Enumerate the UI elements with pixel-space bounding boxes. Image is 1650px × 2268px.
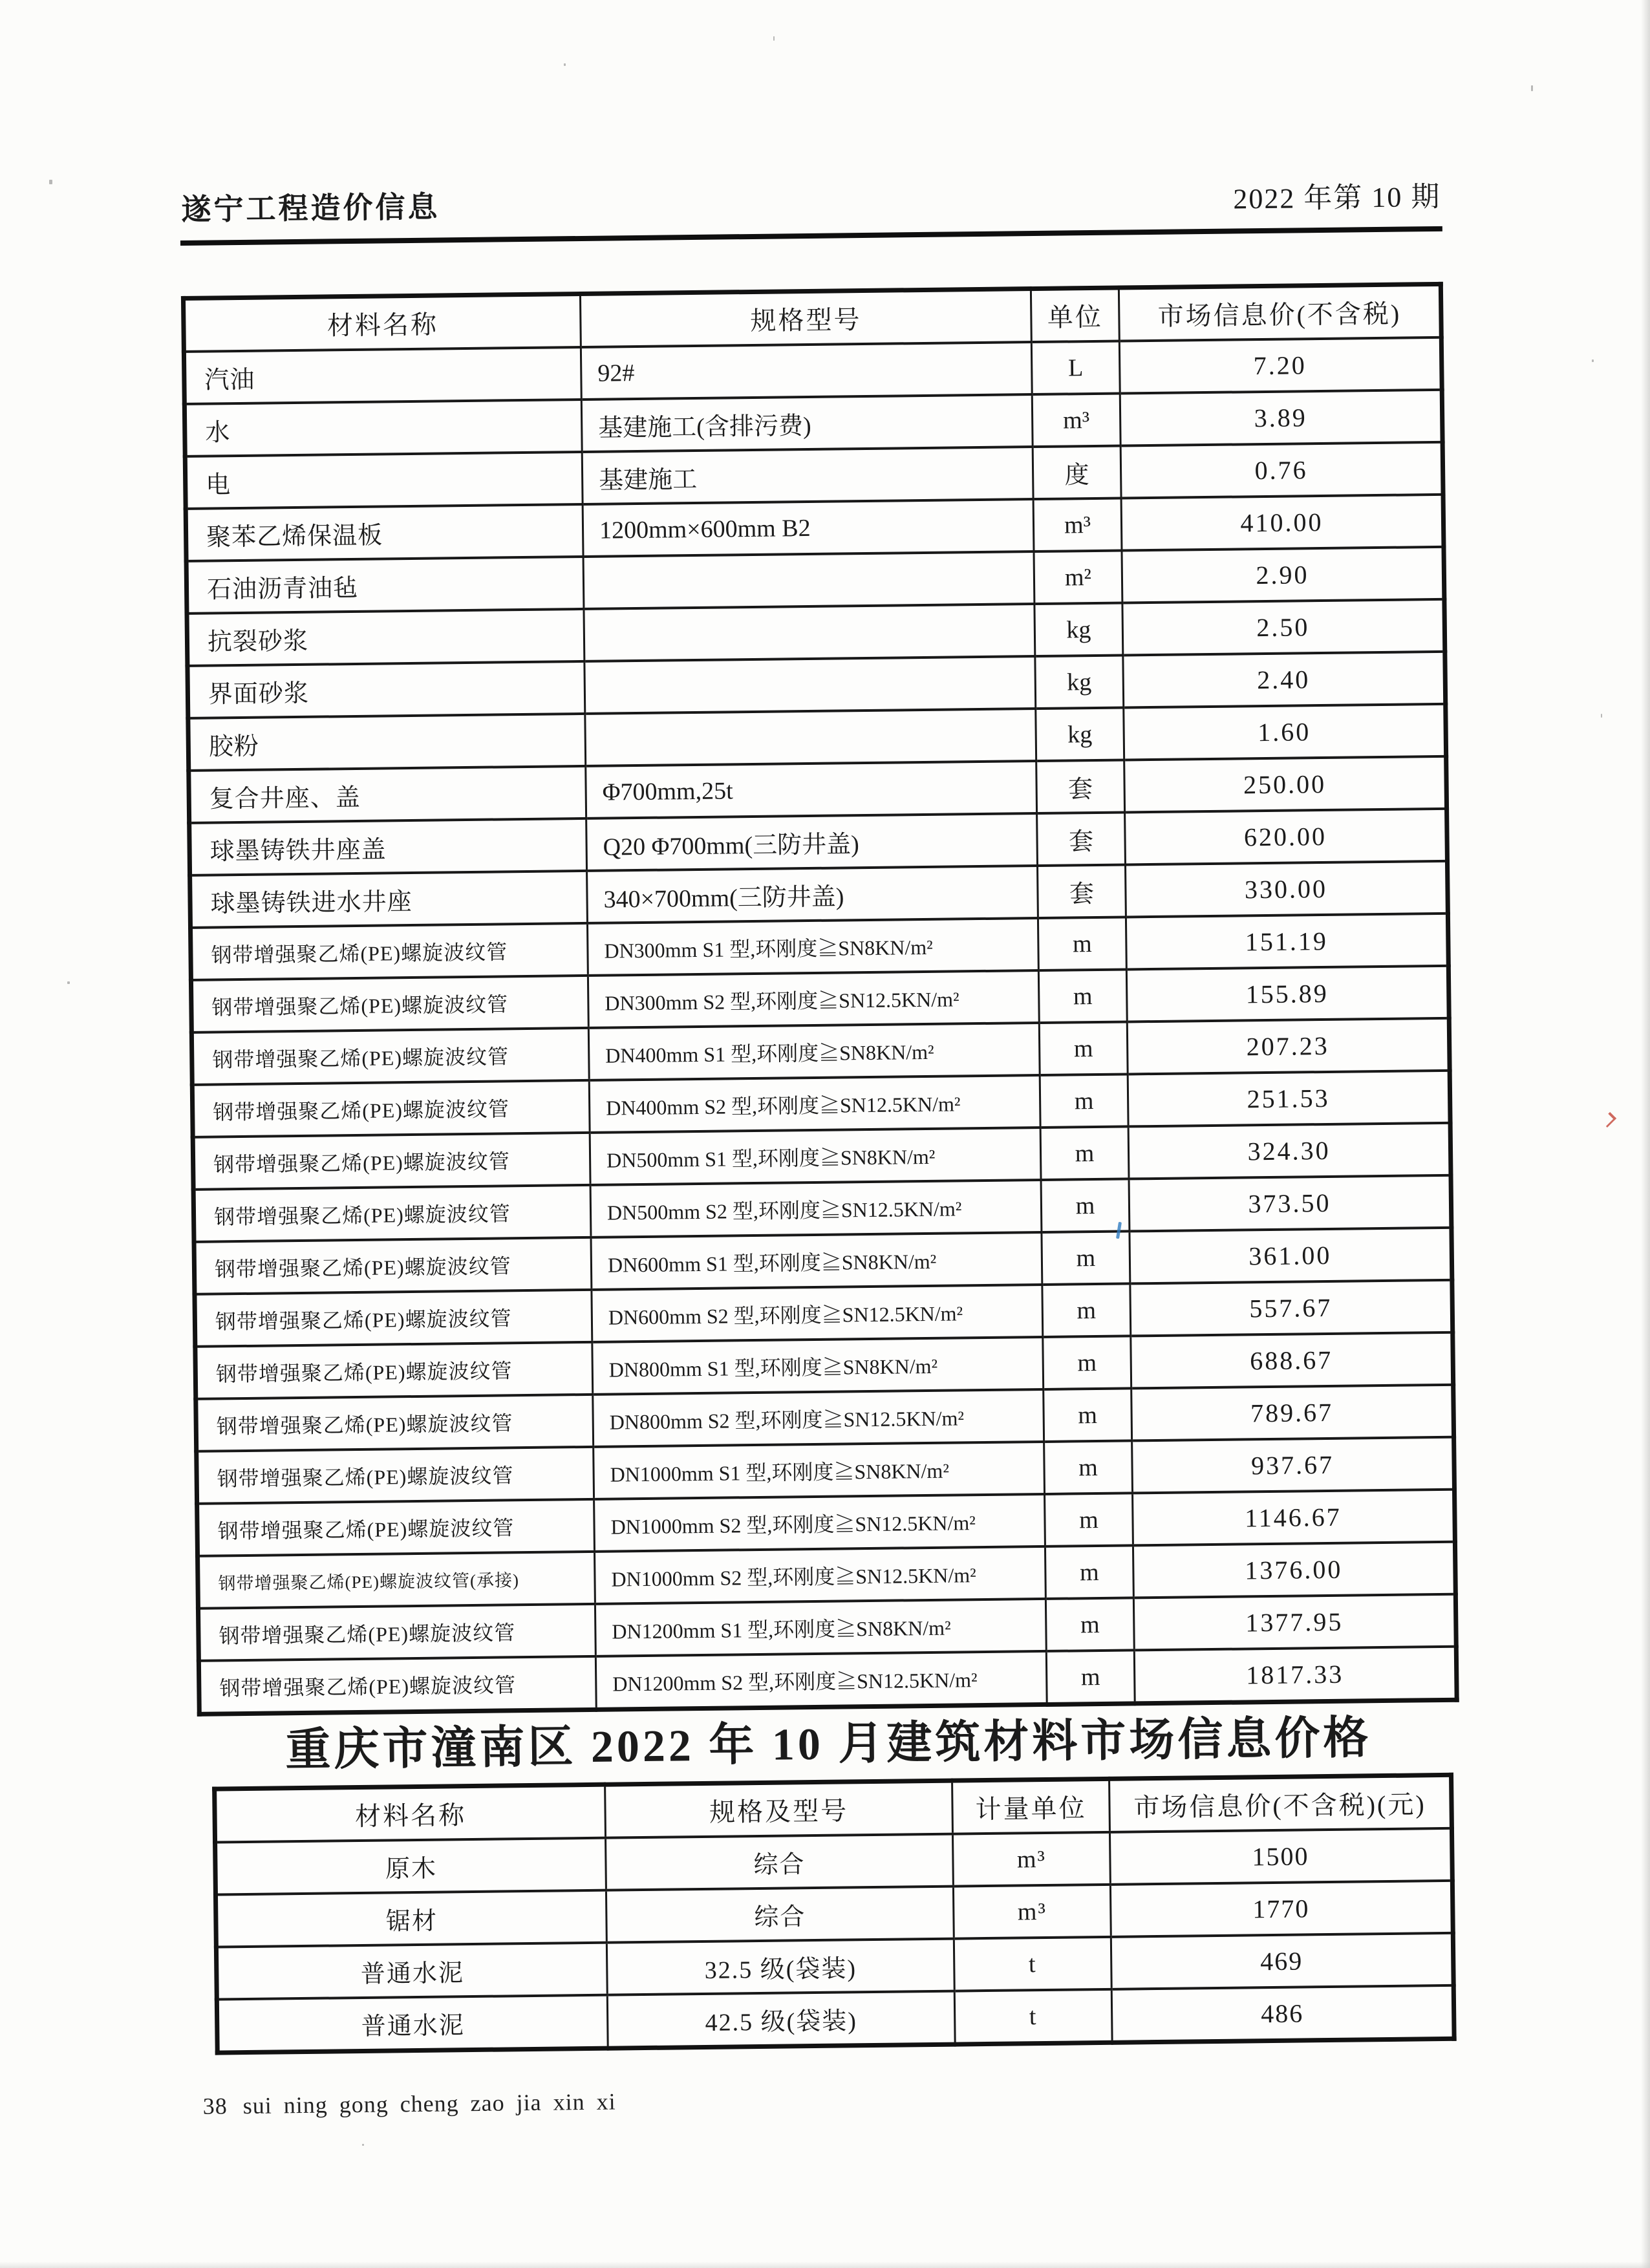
unit-cell: m — [1039, 1022, 1128, 1075]
material-name-cell: 球墨铸铁井座盖 — [189, 818, 587, 875]
material-name-cell: 球墨铸铁进水井座 — [190, 871, 588, 928]
unit-cell: t — [954, 1937, 1111, 1991]
unit-cell: m — [1044, 1388, 1132, 1442]
spec-cell: Q20 Φ700mm(三防井盖) — [586, 813, 1038, 871]
unit-cell: 套 — [1038, 864, 1126, 918]
price-cell: 620.00 — [1125, 809, 1448, 865]
scan-speck — [67, 981, 70, 984]
price-cell: 330.00 — [1125, 861, 1448, 917]
price-cell: 2.50 — [1122, 599, 1445, 656]
price-cell: 361.00 — [1130, 1228, 1452, 1284]
unit-cell: m³ — [953, 1885, 1111, 1939]
unit-cell: m — [1045, 1493, 1133, 1546]
unit-cell: m — [1041, 1179, 1130, 1232]
price-cell: 2.90 — [1122, 547, 1444, 603]
price-cell: 2.40 — [1123, 652, 1446, 708]
unit-cell: m — [1040, 1074, 1128, 1128]
spec-cell: 综合 — [606, 1834, 954, 1890]
price-cell: 1817.33 — [1134, 1647, 1457, 1704]
column-header: 材料名称 — [215, 1784, 606, 1842]
spec-cell: 32.5 级(袋装) — [606, 1939, 954, 1995]
unit-cell: m — [1043, 1336, 1131, 1389]
price-cell: 324.30 — [1128, 1123, 1451, 1179]
material-name-cell: 普通水泥 — [216, 1943, 607, 2000]
page-footer — [201, 2079, 1463, 2120]
journal-title: 遂宁工程造价信息 — [181, 189, 440, 226]
spec-cell: DN1000mm S2 型,环刚度≧SN12.5KN/m² — [594, 1546, 1045, 1604]
price-cell: 486 — [1111, 1985, 1454, 2042]
material-name-cell: 钢带增强聚乙烯(PE)螺旋波纹管 — [197, 1499, 595, 1556]
unit-cell: m — [1042, 1231, 1130, 1285]
price-cell: 1770 — [1110, 1881, 1453, 1937]
scan-speck — [1531, 85, 1533, 91]
material-name-cell: 界面砂浆 — [188, 661, 585, 718]
spec-cell: DN800mm S2 型,环刚度≧SN12.5KN/m² — [593, 1389, 1044, 1447]
unit-cell: 套 — [1036, 760, 1125, 813]
spec-cell — [583, 551, 1034, 609]
unit-cell: 套 — [1037, 812, 1126, 866]
price-cell: 151.19 — [1126, 914, 1448, 970]
scan-speck — [773, 36, 775, 41]
material-name-cell: 钢带增强聚乙烯(PE)螺旋波纹管(承接) — [198, 1552, 595, 1609]
scan-speck — [1601, 714, 1602, 718]
material-name-cell: 钢带增强聚乙烯(PE)螺旋波纹管 — [192, 1080, 590, 1137]
price-table-tongnan — [212, 1773, 1457, 2055]
unit-cell: m³ — [1032, 394, 1120, 447]
price-cell: 1377.95 — [1133, 1594, 1456, 1651]
price-cell: 469 — [1111, 1933, 1453, 1989]
column-header: 规格及型号 — [605, 1781, 953, 1838]
page-content — [180, 172, 1464, 2120]
spec-cell: DN1000mm S2 型,环刚度≧SN12.5KN/m² — [594, 1494, 1045, 1552]
spec-cell: DN500mm S2 型,环刚度≧SN12.5KN/m² — [590, 1180, 1042, 1237]
spec-cell: DN500mm S1 型,环刚度≧SN8KN/m² — [590, 1128, 1041, 1185]
material-name-cell: 汽油 — [184, 347, 581, 404]
page-number: 38 — [202, 2093, 228, 2119]
spec-cell: DN600mm S2 型,环刚度≧SN12.5KN/m² — [592, 1285, 1043, 1342]
price-cell: 1376.00 — [1133, 1542, 1455, 1598]
material-name-cell: 抗裂砂浆 — [187, 609, 584, 666]
material-name-cell: 钢带增强聚乙烯(PE)螺旋波纹管 — [193, 1185, 591, 1242]
material-name-cell: 钢带增强聚乙烯(PE)螺旋波纹管 — [196, 1395, 594, 1451]
spec-cell — [584, 656, 1036, 714]
price-cell: 251.53 — [1128, 1071, 1450, 1127]
column-header: 市场信息价(不含税) — [1119, 284, 1441, 341]
material-name-cell: 钢带增强聚乙烯(PE)螺旋波纹管 — [193, 1133, 590, 1190]
spec-cell: Φ700mm,25t — [586, 761, 1037, 818]
column-header: 材料名称 — [183, 294, 581, 351]
unit-cell: m³ — [952, 1832, 1110, 1887]
spec-cell: 综合 — [606, 1887, 954, 1943]
unit-cell: kg — [1035, 655, 1124, 709]
material-name-cell: 复合井座、盖 — [189, 766, 586, 823]
material-name-cell: 石油沥青油毡 — [186, 557, 584, 614]
material-name-cell: 钢带增强聚乙烯(PE)螺旋波纹管 — [197, 1447, 594, 1504]
material-name-cell: 水 — [184, 400, 582, 456]
scan-speck — [362, 2144, 364, 2146]
unit-cell: m — [1038, 969, 1127, 1023]
material-name-cell: 钢带增强聚乙烯(PE)螺旋波纹管 — [194, 1237, 592, 1294]
spec-cell: DN800mm S1 型,环刚度≧SN8KN/m² — [592, 1337, 1044, 1395]
issue-label: 2022 年第 10 期 — [1233, 180, 1441, 215]
masthead — [180, 172, 1442, 229]
spec-cell: DN1200mm S2 型,环刚度≧SN12.5KN/m² — [595, 1651, 1047, 1709]
scan-artifact-red-tick — [1601, 1112, 1616, 1128]
masthead-rule — [180, 226, 1442, 246]
price-cell: 3.89 — [1120, 390, 1442, 446]
unit-cell: m — [1040, 1126, 1129, 1180]
price-cell: 688.67 — [1131, 1332, 1453, 1389]
unit-cell: kg — [1034, 603, 1123, 657]
price-cell: 937.67 — [1132, 1437, 1455, 1493]
price-cell: 207.23 — [1127, 1018, 1450, 1075]
unit-cell: m — [1038, 917, 1126, 970]
spec-cell: DN400mm S2 型,环刚度≧SN12.5KN/m² — [589, 1075, 1040, 1133]
unit-cell: m² — [1034, 551, 1122, 604]
spec-cell: DN600mm S1 型,环刚度≧SN8KN/m² — [591, 1232, 1042, 1290]
material-name-cell: 锯材 — [215, 1890, 606, 1947]
unit-cell: L — [1031, 341, 1120, 395]
price-cell: 1.60 — [1124, 704, 1446, 760]
spec-cell: 基建施工 — [582, 447, 1033, 504]
unit-cell: m — [1044, 1440, 1133, 1494]
unit-cell: m — [1045, 1598, 1134, 1651]
spec-cell: 1200mm×600mm B2 — [583, 499, 1034, 557]
scan-speck — [49, 180, 52, 184]
spec-cell: DN400mm S1 型,环刚度≧SN8KN/m² — [588, 1023, 1040, 1080]
scanner-edge-shadow — [1641, 0, 1650, 2268]
price-cell: 0.76 — [1120, 442, 1443, 498]
material-name-cell: 聚苯乙烯保温板 — [186, 504, 583, 561]
scanner-edge-shadow — [0, 2262, 1650, 2268]
material-name-cell: 原木 — [215, 1838, 606, 1895]
material-name-cell: 钢带增强聚乙烯(PE)螺旋波纹管 — [198, 1604, 595, 1661]
material-name-cell: 普通水泥 — [217, 1995, 608, 2053]
material-name-cell: 钢带增强聚乙烯(PE)螺旋波纹管 — [191, 1028, 589, 1085]
spec-cell: 42.5 级(袋装) — [607, 1991, 955, 2049]
section-title: 重庆市潼南区 2022 年 10 月建筑材料市场信息价格 — [285, 1713, 1372, 1776]
price-cell: 410.00 — [1121, 495, 1444, 551]
price-cell: 1146.67 — [1133, 1490, 1455, 1546]
spec-cell: DN300mm S1 型,环刚度≧SN8KN/m² — [587, 918, 1038, 976]
footer-pinyin: sui ning gong cheng zao jia xin xi — [242, 2088, 616, 2119]
scan-speck — [1592, 359, 1594, 362]
spec-cell — [584, 604, 1035, 661]
price-cell: 373.50 — [1129, 1175, 1452, 1232]
price-cell: 1500 — [1109, 1828, 1452, 1885]
unit-cell: m — [1046, 1650, 1135, 1704]
unit-cell: t — [954, 1989, 1112, 2044]
price-cell: 7.20 — [1119, 337, 1442, 394]
unit-cell: kg — [1036, 707, 1124, 761]
price-table-suining — [181, 282, 1459, 1717]
material-name-cell: 胶粉 — [188, 714, 586, 771]
spec-cell: 340×700mm(三防井盖) — [587, 866, 1038, 923]
spec-cell — [585, 709, 1036, 766]
spec-cell: DN1200mm S1 型,环刚度≧SN8KN/m² — [595, 1599, 1046, 1656]
price-cell: 250.00 — [1124, 756, 1447, 813]
unit-cell: m — [1042, 1283, 1131, 1337]
price-cell: 557.67 — [1130, 1280, 1453, 1336]
price-cell: 155.89 — [1126, 966, 1449, 1022]
unit-cell: m — [1045, 1545, 1133, 1599]
column-header: 市场信息价(不含税)(元) — [1109, 1775, 1452, 1832]
column-header: 计量单位 — [952, 1779, 1110, 1834]
material-name-cell: 钢带增强聚乙烯(PE)螺旋波纹管 — [191, 923, 588, 980]
column-header: 单位 — [1031, 288, 1119, 342]
spec-cell: 基建施工(含排污费) — [581, 394, 1033, 452]
column-header: 规格型号 — [580, 289, 1031, 347]
material-name-cell: 电 — [185, 452, 583, 509]
unit-cell: 度 — [1033, 446, 1121, 500]
spec-cell: 92# — [581, 342, 1032, 400]
scan-speck — [564, 63, 566, 66]
material-name-cell: 钢带增强聚乙烯(PE)螺旋波纹管 — [191, 976, 588, 1032]
spec-cell: DN1000mm S1 型,环刚度≧SN8KN/m² — [594, 1442, 1045, 1499]
material-name-cell: 钢带增强聚乙烯(PE)螺旋波纹管 — [198, 1656, 596, 1714]
material-name-cell: 钢带增强聚乙烯(PE)螺旋波纹管 — [195, 1290, 592, 1347]
material-name-cell: 钢带增强聚乙烯(PE)螺旋波纹管 — [195, 1342, 593, 1399]
unit-cell: m³ — [1033, 498, 1122, 552]
spec-cell: DN300mm S2 型,环刚度≧SN12.5KN/m² — [588, 970, 1039, 1028]
price-cell: 789.67 — [1131, 1385, 1454, 1441]
